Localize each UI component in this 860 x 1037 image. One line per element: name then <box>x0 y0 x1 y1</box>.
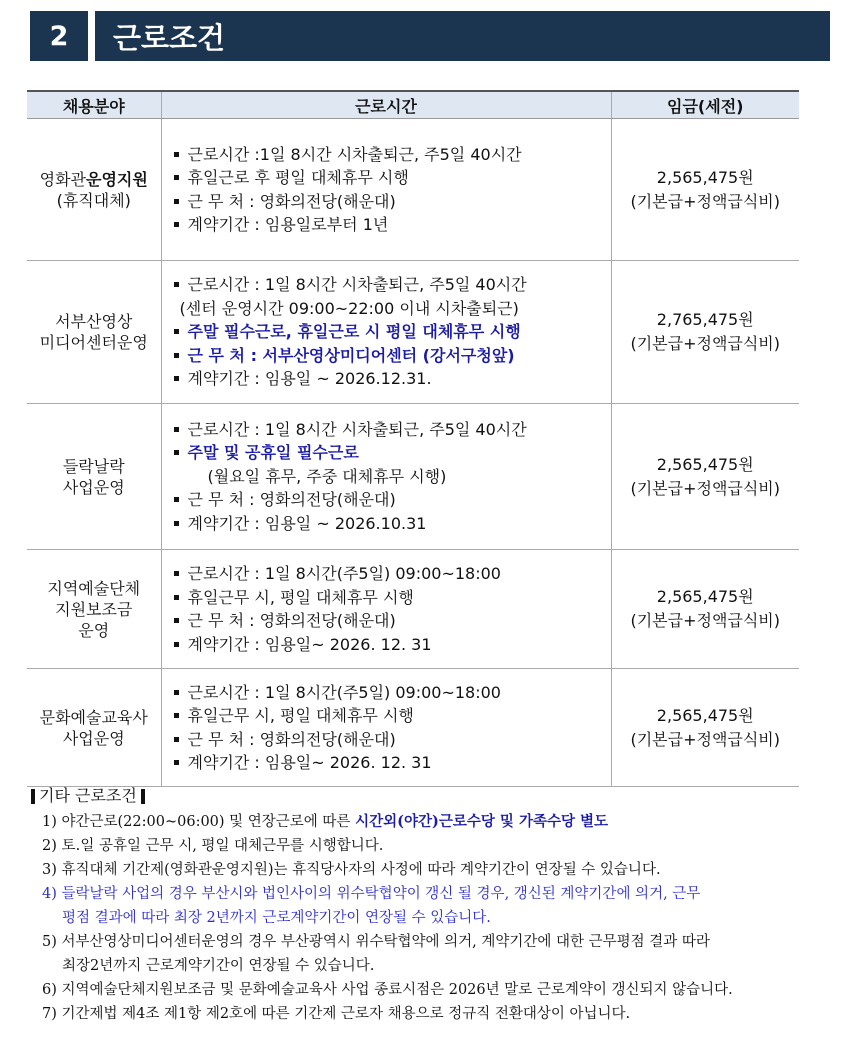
table-row <box>27 404 799 550</box>
note-highlight: 시간외(야간)근로수당 및 가족수당 별도 <box>355 813 609 830</box>
hours-cell <box>161 119 611 261</box>
field-cell <box>27 404 161 550</box>
list-item: 근 무 처 : 영화의전당(해운대) <box>172 190 611 214</box>
table-row <box>27 261 799 404</box>
note-item-cont <box>42 954 842 978</box>
list-item-highlight: 근 무 처 : 서부산영상미디어센터 (강서구청앞) <box>172 344 611 368</box>
note-item: 7) 기간제법 제4조 제1항 제2호에 따른 기간제 근로자 채용으로 정규직 전환대상이 아닙니다. <box>42 1006 631 1022</box>
section-header <box>30 11 830 61</box>
wage-cell <box>611 404 799 550</box>
field-name: 들락날락 <box>62 456 125 476</box>
note-item-highlight: 4) 들락날락 사업의 경우 부산시와 법인사이의 위수탁협약이 갱신 될 경우, 갱신된 계약기간에 의거, 근무 <box>42 886 701 902</box>
wage-note: (기본급+정액급식비) <box>630 611 781 630</box>
field-cell <box>27 119 161 261</box>
field-name-line2: 미디어센터운영 <box>39 333 148 352</box>
wage-cell <box>611 669 799 787</box>
other-conditions-list <box>42 810 842 1026</box>
field-cell <box>27 550 161 669</box>
hours-cell <box>161 550 611 669</box>
wage-amount: 2,765,475원 <box>656 310 754 329</box>
section-title: 근로조건 <box>95 11 830 61</box>
list-item: 근로시간 : 1일 8시간 시차출퇴근, 주5일 40시간 <box>172 273 611 297</box>
header-wage: 임금(세전) <box>611 91 799 119</box>
table-row <box>27 550 799 669</box>
wage-amount: 2,565,475원 <box>656 167 754 187</box>
list-item: 근로시간 :1일 8시간 시차출퇴근, 주5일 40시간 <box>172 143 611 167</box>
header-field: 채용분야 <box>27 91 161 119</box>
list-item: 휴일근로 후 평일 대체휴무 시행 <box>172 166 611 190</box>
field-name: 영화관 <box>39 169 87 189</box>
note-item: 2) 토․일 공휴일 근무 시, 평일 대체근무를 시행합니다. <box>42 838 384 854</box>
list-item: 계약기간 : 임용일~ 2026. 12. 31 <box>172 751 611 775</box>
note-text: 최장2년까지 근로계약기간이 연장될 수 있습니다. <box>62 958 375 974</box>
wage-note: (기본급+정액급식비) <box>630 729 781 749</box>
wage-cell <box>611 119 799 261</box>
hours-cell <box>161 669 611 787</box>
field-cell <box>27 261 161 404</box>
note-item: 5) 서부산영상미디어센터운영의 경우 부산광역시 위수탁협약에 의거, 계약기간에 대한 근무평점 결과 따라 <box>42 934 710 950</box>
field-name: 지역예술단체 <box>47 578 141 598</box>
other-conditions-label: 기타 근로조건 <box>39 786 137 805</box>
table-header-row <box>27 91 799 119</box>
wage-amount: 2,565,475원 <box>656 587 754 606</box>
list-item: 근로시간 : 1일 8시간(주5일) 09:00~18:00 <box>172 562 611 586</box>
note-item-highlight-cont <box>42 906 842 930</box>
wage-note: (기본급+정액급식비) <box>630 191 781 211</box>
field-cell <box>27 669 161 787</box>
note-item <box>42 810 842 834</box>
list-item: 근로시간 : 1일 8시간(주5일) 09:00~18:00 <box>172 681 611 705</box>
list-item: 계약기간 : 임용일 ~ 2026.10.31 <box>172 512 611 536</box>
field-name: 서부산영상 <box>55 312 133 331</box>
field-name-line2: 사업운영 <box>62 477 125 497</box>
field-name-line3: 운영 <box>78 620 110 640</box>
header-hours: 근로시간 <box>161 91 611 119</box>
wage-cell <box>611 261 799 404</box>
working-conditions-table <box>27 90 799 787</box>
hours-cell <box>161 404 611 550</box>
field-name-line2: 지원보조금 <box>55 599 133 619</box>
note-item: 3) 휴직대체 기간제(영화관운영지원)는 휴직당사자의 사정에 따라 계약기간이 연장될 수 있습니다. <box>42 862 661 878</box>
title-bar-right <box>141 789 145 804</box>
field-subname: (휴직대체) <box>56 190 131 210</box>
list-item: 계약기간 : 임용일~ 2026. 12. 31 <box>172 633 611 657</box>
list-item-highlight: 주말 필수근로, 휴일근로 시 평일 대체휴무 시행 <box>172 320 611 344</box>
wage-cell <box>611 550 799 669</box>
hours-cell <box>161 261 611 404</box>
wage-amount: 2,565,475원 <box>656 454 754 474</box>
list-item-note: (월요일 휴무, 주중 대체휴무 시행) <box>207 466 447 486</box>
wage-note: (기본급+정액급식비) <box>630 334 781 353</box>
list-item: 근로시간 : 1일 8시간 시차출퇴근, 주5일 40시간 <box>172 418 611 442</box>
field-name-bold: 운영지원 <box>86 169 148 189</box>
list-item: 계약기간 : 임용일 ~ 2026.12.31. <box>172 367 611 391</box>
table-row <box>27 119 799 261</box>
note-text: 1) 야간근로(22:00~06:00) 및 연장근로에 따른 <box>42 814 356 830</box>
list-item: 근 무 처 : 영화의전당(해운대) <box>172 609 611 633</box>
list-item: 휴일근무 시, 평일 대체휴무 시행 <box>172 704 611 728</box>
table-row <box>27 669 799 787</box>
field-name-line2: 사업운영 <box>62 728 125 748</box>
list-item: 근 무 처 : 영화의전당(해운대) <box>172 488 611 512</box>
field-name: 문화예술교육사 <box>39 707 148 727</box>
list-item-highlight: 주말 및 공휴일 필수근로 <box>172 441 611 465</box>
wage-note: (기본급+정액급식비) <box>630 478 781 498</box>
other-conditions-title <box>31 786 145 806</box>
note-text: 평점 결과에 따라 최장 2년까지 근로계약기간이 연장될 수 있습니다. <box>62 910 491 926</box>
list-item: 휴일근무 시, 평일 대체휴무 시행 <box>172 586 611 610</box>
list-item-note: (센터 운영시간 09:00~22:00 이내 시차출퇴근) <box>179 298 519 318</box>
wage-amount: 2,565,475원 <box>656 705 754 725</box>
list-item: 근 무 처 : 영화의전당(해운대) <box>172 728 611 752</box>
list-item: 계약기간 : 임용일로부터 1년 <box>172 213 611 237</box>
note-item: 6) 지역예술단체지원보조금 및 문화예술교육사 사업 종료시점은 2026년 말로 근로계약이 갱신되지 않습니다. <box>42 982 733 998</box>
section-number: 2 <box>30 11 88 61</box>
